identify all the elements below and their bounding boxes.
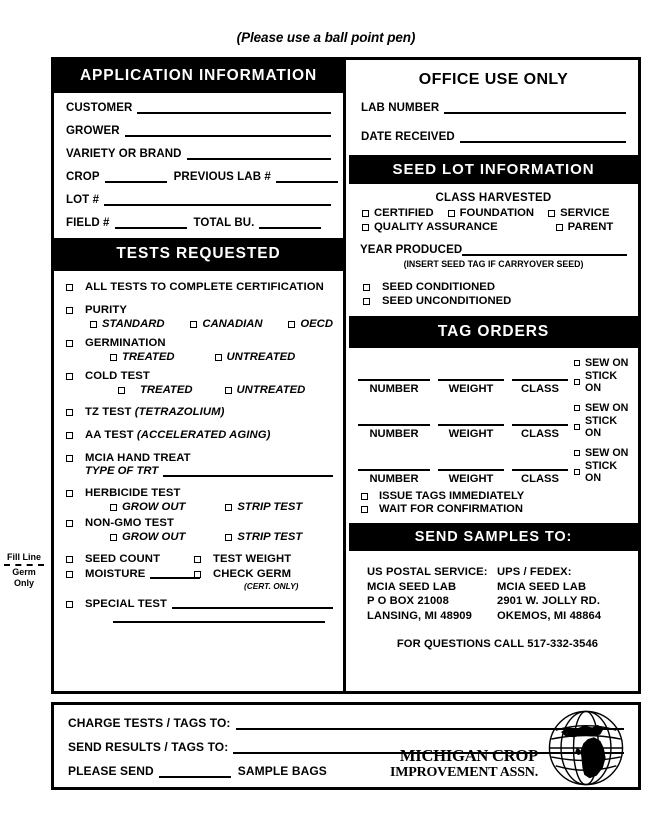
test-purity[interactable] [66,304,333,316]
logo-line1: MICHIGAN CROP [399,746,538,765]
grower-row [66,125,331,137]
seed-lot-information-block [349,184,638,316]
seed-conditioned-label: SEED CONDITIONED [382,281,495,293]
tag-order-row-2 [358,402,629,440]
checkbox-icon[interactable] [66,571,73,578]
total-bu-label: TOTAL BU. [193,217,255,229]
aa-test-label: AA TEST [85,429,134,441]
checkbox-icon[interactable] [66,284,73,291]
checkbox-icon[interactable] [66,373,73,380]
sample-bags-label: SAMPLE BAGS [237,764,327,778]
checkbox-icon[interactable] [66,520,73,527]
checkbox-icon[interactable] [215,354,222,361]
tests-requested-list [54,271,343,631]
checkbox-icon[interactable] [574,405,580,411]
please-send-label: PLEASE SEND [68,764,154,778]
right-column [349,60,638,691]
tag-number-field-1[interactable] [358,379,430,395]
test-all-tests[interactable] [66,281,333,293]
tag-class-label: CLASS [521,428,559,440]
tag-weight-label: WEIGHT [448,473,494,485]
purity-suboptions [66,318,333,330]
crop-row [66,171,331,183]
tag-orders-block [349,348,638,523]
purity-canadian-label: CANADIAN [202,318,263,330]
tag-weight-field-3[interactable] [438,469,504,485]
checkbox-icon[interactable] [66,340,73,347]
check-germ-label: CHECK GERM [213,568,292,580]
year-produced-label: YEAR PRODUCED [360,244,463,256]
tag-weight-field-2[interactable] [438,424,504,440]
ups-title: UPS / FEDEX: [497,566,572,578]
grower-label: GROWER [66,125,120,137]
lab-number-input[interactable] [444,103,626,114]
test-label: HERBICIDE TEST [85,487,181,499]
application-information-heading: APPLICATION INFORMATION [54,60,343,93]
ball-point-pen-note: (Please use a ball point pen) [236,30,416,45]
tag-weight-field-1[interactable] [438,379,504,395]
seed-lot-information-heading: SEED LOT INFORMATION [349,155,638,184]
ups-fedex-address [497,565,601,623]
test-seed-count[interactable] [66,553,194,565]
herbicide-strip-test-label: STRIP TEST [237,501,303,513]
checkbox-icon[interactable] [110,504,117,511]
class-service-label: SERVICE [560,207,610,219]
class-harvested-label: CLASS HARVESTED [435,192,552,204]
stick-on-option-1[interactable] [574,370,629,394]
checkbox-icon[interactable] [574,450,580,456]
tag-number-label: NUMBER [369,473,419,485]
left-column [54,60,346,691]
cert-only-note: (CERT. ONLY) [244,581,299,591]
special-test-input-line2[interactable] [113,611,325,623]
tag-class-field-1[interactable] [512,379,568,395]
organization-logo [390,707,632,789]
stick-on-option-2[interactable] [574,415,629,439]
test-weight-label: TEST WEIGHT [213,553,292,565]
test-test-weight[interactable] [194,553,333,565]
test-label: NON-GMO TEST [85,517,175,529]
purity-standard-label: STANDARD [102,318,165,330]
tag-order-row-1 [358,357,629,395]
germ-label: Germ [12,567,36,577]
tag-class-input-3[interactable] [512,469,568,471]
herbicide-suboptions [66,501,333,513]
stick-on-label: STICK ON [585,460,618,484]
customer-label: CUSTOMER [66,102,133,114]
checkbox-icon[interactable] [548,210,555,217]
class-options-row-2 [360,221,627,233]
tag-number-input-2[interactable] [358,424,430,426]
checkbox-icon[interactable] [225,534,232,541]
seed-unconditioned-label: SEED UNCONDITIONED [382,295,512,307]
test-germination[interactable] [66,337,333,349]
test-check-germ[interactable] [194,568,333,580]
checkbox-icon[interactable] [448,210,455,217]
checkbox-icon[interactable] [90,321,97,328]
tag-weight-input-3[interactable] [438,469,504,471]
test-mcia-hand-treat[interactable] [66,452,333,464]
tz-test-note: (TETRAZOLIUM) [134,406,225,418]
addresses-wrapper [367,565,628,623]
usps-line3: LANSING, MI 48909 [367,609,472,622]
class-service-option[interactable] [548,207,609,219]
checkbox-icon[interactable] [362,224,369,231]
sew-on-label: SEW ON [585,357,629,369]
type-of-trt-label: TYPE OF TRT [85,465,159,477]
crop-label: CROP [66,171,100,183]
tag-class-label: CLASS [521,473,559,485]
billing-fields [54,705,638,787]
send-samples-block [349,551,638,660]
usps-line2: P O BOX 21008 [367,595,449,607]
send-samples-heading: SEND SAMPLES TO: [349,523,638,551]
seed-unconditioned-option[interactable] [363,295,627,307]
checkbox-icon[interactable] [361,493,368,500]
checkbox-icon[interactable] [194,571,201,578]
germination-untreated-label: UNTREATED [226,351,296,363]
test-moisture[interactable] [66,568,194,580]
globe-michigan-icon [540,707,632,789]
field-label: FIELD # [66,217,110,229]
wait-confirmation-option[interactable] [361,503,629,515]
checkbox-icon[interactable] [66,307,73,314]
sew-on-option-2[interactable] [574,402,629,414]
checkbox-icon[interactable] [66,556,73,563]
checkbox-icon[interactable] [225,504,232,511]
checkbox-icon[interactable] [110,354,117,361]
test-non-gmo[interactable] [66,517,333,529]
tag-number-label: NUMBER [369,428,419,440]
checkbox-icon[interactable] [362,210,369,217]
test-label [85,406,225,418]
form-main-frame [51,57,641,694]
cold-suboptions [66,384,333,396]
office-use-only-heading: OFFICE USE ONLY [418,71,569,88]
lot-label: LOT # [66,194,100,206]
tag-class-field-2[interactable] [512,424,568,440]
total-bu-input[interactable] [259,218,321,229]
test-cold[interactable] [66,370,333,382]
test-special[interactable] [66,598,333,610]
issue-tags-label: ISSUE TAGS IMMEDIATELY [379,490,525,502]
cold-untreated-label: UNTREATED [236,384,306,396]
date-received-row [361,131,626,143]
date-received-label: DATE RECEIVED [361,131,455,143]
tag-number-input-3[interactable] [358,469,430,471]
sew-on-option-3[interactable] [574,447,629,459]
checkbox-icon[interactable] [574,469,580,475]
special-test-input[interactable] [172,598,333,609]
issue-tags-option[interactable] [361,490,629,502]
usps-address [367,565,497,623]
checkbox-icon[interactable] [574,379,580,385]
ups-line3: OKEMOS, MI 48864 [497,609,602,622]
variety-row [66,148,331,160]
class-foundation-label: FOUNDATION [459,207,535,219]
tag-orders-heading: TAG ORDERS [349,316,638,348]
lab-number-row [361,102,626,114]
billing-and-logo-frame [51,702,641,790]
fill-line-marker [2,552,46,589]
germination-treated-label: TREATED [122,351,175,363]
logo-text [390,715,538,781]
checkbox-icon[interactable] [66,490,73,497]
only-label: Only [13,578,34,588]
fill-line-dashes [4,564,44,566]
checkbox-icon[interactable] [190,321,197,328]
customer-input[interactable] [137,103,331,114]
checkbox-icon[interactable] [363,284,370,291]
tag-number-field-2[interactable] [358,424,430,440]
year-produced-input[interactable] [462,245,627,256]
checkbox-icon[interactable] [574,424,580,430]
test-label: GERMINATION [85,337,166,349]
lot-row [66,194,331,206]
purity-oecd-label: OECD [300,318,333,330]
class-certified-option[interactable] [362,207,434,219]
checkbox-icon[interactable] [110,534,117,541]
ups-line2: 2901 W. JOLLY RD. [497,595,601,607]
wait-confirmation-label: WAIT FOR CONFIRMATION [379,503,523,515]
test-tz[interactable] [66,406,333,418]
seed-conditioned-option[interactable] [363,281,627,293]
sew-on-option-1[interactable] [574,357,629,369]
class-quality-assurance-option[interactable] [362,221,498,233]
seed-count-label: SEED COUNT [85,553,161,565]
crop-input[interactable] [105,172,167,183]
test-label: PURITY [85,304,128,316]
checkbox-icon[interactable] [194,556,201,563]
field-input[interactable] [115,218,187,229]
usps-line1: MCIA SEED LAB [367,580,457,593]
non-gmo-suboptions [66,531,333,543]
moisture-label: MOISTURE [85,568,146,580]
previous-lab-input[interactable] [276,172,338,183]
tag-class-label: CLASS [521,383,559,395]
cold-treated-label: TREATED [140,384,193,396]
checkbox-icon[interactable] [574,360,580,366]
previous-lab-label: PREVIOUS LAB # [173,171,271,183]
non-gmo-strip-test-label: STRIP TEST [237,531,303,543]
class-foundation-option[interactable] [448,207,534,219]
ups-line1: MCIA SEED LAB [497,580,587,593]
sew-on-label: SEW ON [585,447,629,459]
lab-number-label: LAB NUMBER [361,102,440,114]
test-label [85,429,271,441]
checkbox-icon[interactable] [225,387,232,394]
tz-test-label: TZ TEST [85,406,132,418]
checkbox-icon[interactable] [288,321,295,328]
test-herbicide[interactable] [66,487,333,499]
sample-bags-input[interactable] [159,767,231,778]
checkbox-icon[interactable] [361,506,368,513]
carryover-seed-note: (INSERT SEED TAG IF CARRYOVER SEED) [403,259,584,269]
tag-weight-input-1[interactable] [438,379,504,381]
office-use-only-block [349,60,638,155]
application-information-fields [54,93,343,238]
tag-weight-label: WEIGHT [448,383,494,395]
count-weight-block [66,553,333,591]
type-of-trt-row [66,465,333,477]
date-received-input[interactable] [460,132,626,143]
germination-suboptions [66,351,333,363]
class-options-row-1 [360,207,627,219]
test-label: ALL TESTS TO COMPLETE CERTIFICATION [85,281,324,293]
checkbox-icon[interactable] [363,298,370,305]
tests-requested-heading: TESTS REQUESTED [54,238,343,271]
special-test-label: SPECIAL TEST [85,598,167,610]
stick-on-option-3[interactable] [574,460,629,484]
tag-number-input-1[interactable] [358,379,430,381]
test-label: MCIA HAND TREAT [85,452,191,464]
class-parent-label: PARENT [567,221,614,233]
sew-on-label: SEW ON [585,402,629,414]
type-of-trt-input[interactable] [163,466,333,477]
checkbox-icon[interactable] [66,409,73,416]
fill-line-label: Fill Line [6,552,41,562]
test-aa[interactable] [66,429,333,441]
send-results-label: SEND RESULTS / TAGS TO: [68,740,229,754]
usps-title: US POSTAL SERVICE: [367,566,488,578]
checkbox-icon[interactable] [118,387,125,394]
logo-line2: IMPROVEMENT ASSN. [389,765,538,780]
herbicide-grow-out-label: GROW OUT [122,501,186,513]
questions-phone-line: FOR QUESTIONS CALL 517-332-3546 [396,638,599,650]
lot-input[interactable] [104,195,331,206]
checkbox-icon[interactable] [66,455,73,462]
checkbox-icon[interactable] [66,432,73,439]
tag-order-row-3 [358,447,629,485]
variety-label: VARIETY OR BRAND [66,148,182,160]
class-parent-option[interactable] [556,221,614,233]
customer-row [66,102,331,114]
tag-number-label: NUMBER [369,383,419,395]
tag-class-field-3[interactable] [512,469,568,485]
field-row [66,217,331,229]
tag-weight-label: WEIGHT [448,428,494,440]
tag-weight-input-2[interactable] [438,424,504,426]
non-gmo-grow-out-label: GROW OUT [122,531,186,543]
tag-number-field-3[interactable] [358,469,430,485]
stick-on-label: STICK ON [585,370,618,394]
class-certified-label: CERTIFIED [374,207,434,219]
test-label: COLD TEST [85,370,150,382]
checkbox-icon[interactable] [556,224,563,231]
moisture-input[interactable] [150,568,200,579]
tag-class-input-2[interactable] [512,424,568,426]
class-quality-assurance-label: QUALITY ASSURANCE [374,221,498,233]
grower-input[interactable] [125,126,331,137]
variety-input[interactable] [187,149,331,160]
checkbox-icon[interactable] [66,601,73,608]
stick-on-label: STICK ON [585,415,618,439]
charge-tests-label: CHARGE TESTS / TAGS TO: [68,716,231,730]
aa-test-note: (ACCELERATED AGING) [136,429,271,441]
year-produced-row [360,244,627,256]
tag-class-input-1[interactable] [512,379,568,381]
